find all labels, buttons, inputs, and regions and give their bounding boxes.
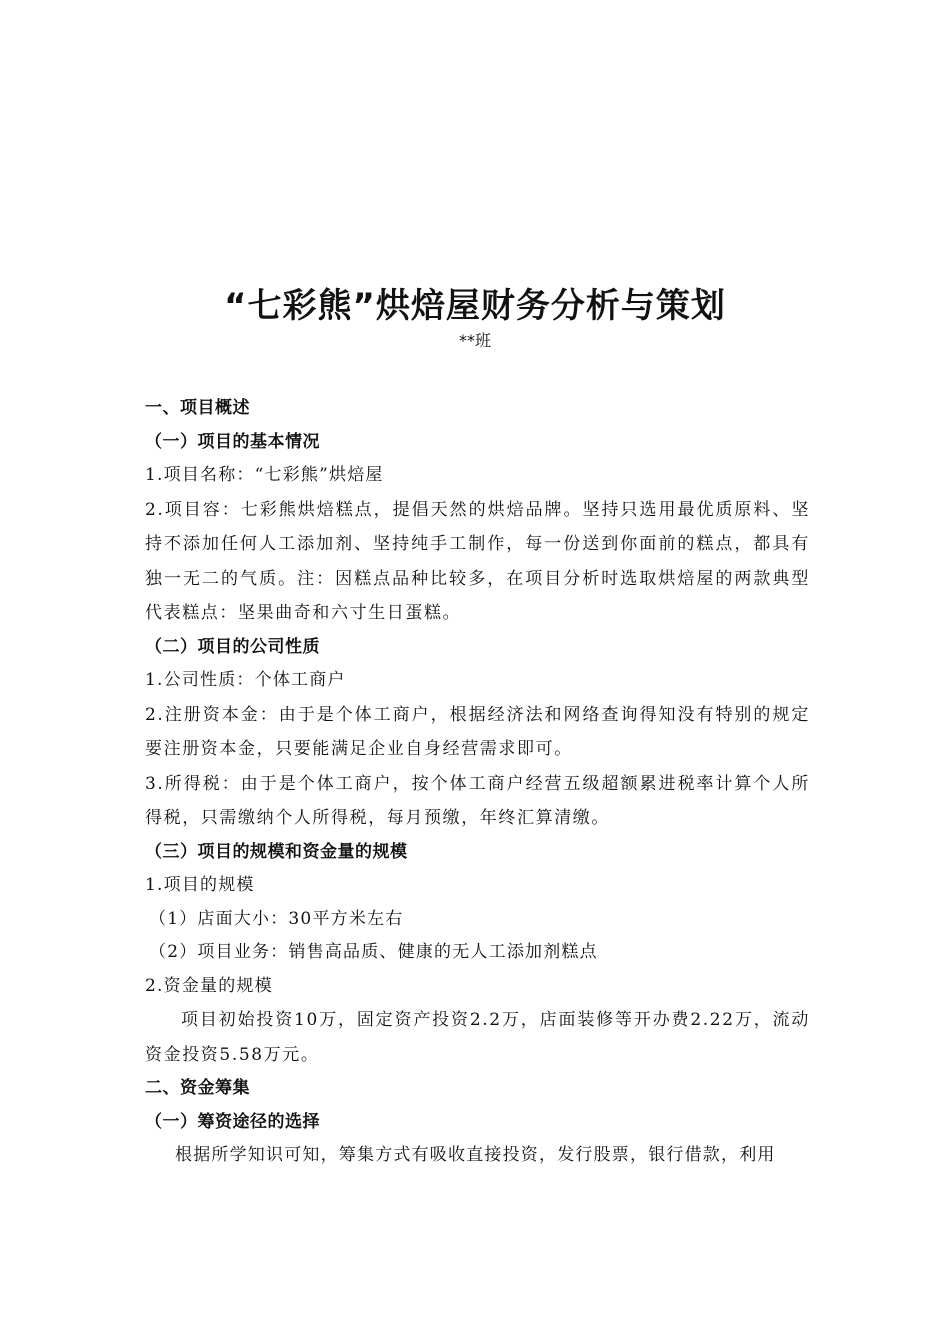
paragraph-company-nature: 1.公司性质：个体工商户 — [145, 670, 346, 690]
paragraph-project-name: 1.项目名称：“七彩熊”烘焙屋 — [145, 465, 384, 485]
paragraph-project-content: 2.项目容：七彩熊烘焙糕点，提倡天然的烘焙品牌。坚持只选用最优质原料、坚持不添加任何人工添加剂、坚持纯手工制作，每一份送到你面前的糕点，都具有独一无二的气质。注：因糕点品种比较多，在项目分析时选取烘焙屋的两款典型代表糕点：坚果曲奇和六寸生日蛋糕。 — [145, 499, 810, 623]
paragraph-store-size: （1）店面大小：30平方米左右 — [149, 908, 404, 929]
section-heading-overview: 一、项目概述 — [145, 398, 250, 418]
paragraph-registered-capital: 2.注册资本金：由于是个体工商户，根据经济法和网络查询得知没有特别的规定要注册资本金，只要能满足企业自身经营需求即可。 — [145, 704, 810, 759]
subsection-heading-company-nature: （二）项目的公司性质 — [145, 636, 320, 657]
subsection-heading-basic-info: （一）项目的基本情况 — [145, 431, 320, 452]
paragraph-project-business: （2）项目业务：销售高品质、健康的无人工添加剂糕点 — [149, 942, 598, 962]
subsection-heading-scale: （三）项目的规模和资金量的规模 — [145, 841, 408, 862]
paragraph-income-tax: 3.所得税：由于是个体工商户，按个体工商户经营五级超额累进税率计算个人所得税，只需缴纳个人所得税，每月预缴，年终汇算清缴。 — [145, 773, 810, 828]
section-heading-fundraising: 二、资金筹集 — [145, 1078, 250, 1098]
paragraph-capital-scale: 2.资金量的规模 — [145, 975, 273, 996]
paragraph-funding-methods: 根据所学知识可知，筹集方式有吸收直接投资，发行股票，银行借款，利用 — [175, 1145, 776, 1165]
paragraph-project-scale: 1.项目的规模 — [145, 875, 255, 895]
paragraph-investment-detail: 项目初始投资10万，固定资产投资2.2万，店面装修等开办费2.22万，流动资金投资5.58万元。 — [145, 1010, 810, 1065]
document-body — [145, 392, 810, 1173]
document-subtitle: **班 — [458, 331, 491, 350]
subsection-heading-funding-channels: （一）筹资途径的选择 — [145, 1111, 320, 1132]
document-title: “七彩熊”烘焙屋财务分析与策划 — [224, 286, 726, 326]
